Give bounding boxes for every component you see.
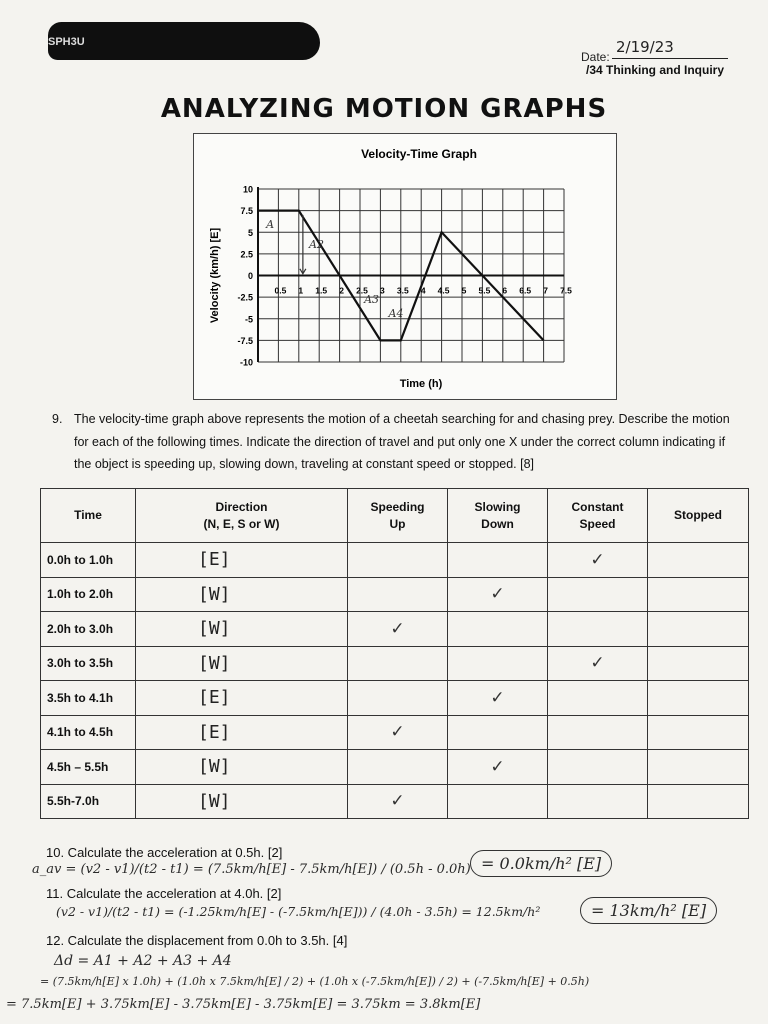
table-header-row — [41, 489, 749, 543]
velocity-time-chart — [193, 133, 617, 400]
table-row — [41, 784, 749, 819]
x-tick-label: 1.5 — [315, 285, 328, 296]
chart-title: Velocity-Time Graph — [361, 147, 477, 161]
date-value[interactable]: 2/19/23 — [612, 38, 728, 59]
row-speeding-mark[interactable] — [348, 543, 448, 578]
row-constant-mark[interactable] — [548, 750, 648, 785]
question-11-answer: = 13km/h² [E] — [580, 897, 717, 924]
row-stopped-mark[interactable] — [648, 750, 749, 785]
question-9-text: The velocity-time graph above represents the motion of a cheetah searching for and chasing prey. Describe the motion for each of the following times. Indicate the direction of travel and put only one X under the correct column indicating if the object is speeding up, slowing down, traveling at constant speed or stopped. [8] — [74, 412, 730, 471]
row-time: 4.1h to 4.5h — [41, 715, 136, 750]
row-speeding-mark[interactable] — [348, 577, 448, 612]
table-row — [41, 543, 749, 578]
x-tick-label: 3 — [380, 285, 385, 296]
row-slowing-mark[interactable]: ✓ — [448, 681, 548, 716]
row-constant-mark[interactable] — [548, 681, 648, 716]
question-11-text: 11. Calculate the acceleration at 4.0h. [2] — [46, 886, 282, 901]
x-tick-label: 4.5 — [437, 285, 450, 296]
chart-svg — [194, 134, 616, 399]
question-10-work: a_av = (v2 - v1)/(t2 - t1) = (7.5km/h[E] - 7.5km/h[E]) / (0.5h - 0.0h) — [32, 862, 471, 877]
row-time: 5.5h-7.0h — [41, 784, 136, 819]
row-constant-mark[interactable]: ✓ — [548, 543, 648, 578]
row-direction[interactable]: [E] — [136, 715, 348, 750]
table-row — [41, 646, 749, 681]
y-tick-label: 5 — [247, 227, 253, 238]
row-slowing-mark[interactable]: ✓ — [448, 750, 548, 785]
x-tick-label: 6 — [502, 285, 508, 296]
row-slowing-mark[interactable] — [448, 612, 548, 647]
row-constant-mark[interactable]: ✓ — [548, 646, 648, 681]
y-tick-label: -5 — [244, 314, 253, 325]
question-11-work: (v2 - v1)/(t2 - t1) = (-1.25km/h[E] - (-7.5km/h[E])) / (4.0h - 3.5h) = 12.5km/h² — [56, 904, 541, 919]
row-time: 1.0h to 2.0h — [41, 577, 136, 612]
row-slowing-mark[interactable] — [448, 715, 548, 750]
x-tick-label: 1 — [298, 285, 304, 296]
row-stopped-mark[interactable] — [648, 784, 749, 819]
redacted-name-block — [48, 22, 320, 60]
row-direction[interactable]: [W] — [136, 577, 348, 612]
row-direction[interactable]: [W] — [136, 784, 348, 819]
row-slowing-mark[interactable] — [448, 784, 548, 819]
question-12-line-2: = (7.5km/h[E] x 1.0h) + (1.0h x 7.5km/h[E] / 2) + (1.0h x (-7.5km/h[E]) / 2) + (-7.5km/h[E] + 0.5h) — [40, 975, 590, 988]
question-9-number: 9. — [52, 412, 63, 426]
row-direction[interactable]: [W] — [136, 646, 348, 681]
table-row — [41, 577, 749, 612]
area-annotation: A — [266, 217, 275, 231]
header-time: Time — [41, 489, 136, 543]
area-annotation: A3 — [364, 293, 380, 307]
row-speeding-mark[interactable]: ✓ — [348, 612, 448, 647]
row-constant-mark[interactable] — [548, 784, 648, 819]
y-tick-label: -2.5 — [237, 292, 253, 303]
y-tick-label: -10 — [239, 357, 253, 368]
x-tick-label: 7 — [543, 285, 548, 296]
row-constant-mark[interactable] — [548, 577, 648, 612]
y-tick-label: 2.5 — [240, 249, 253, 260]
question-10-text: 10. Calculate the acceleration at 0.5h. [2] — [46, 845, 283, 860]
x-tick-label: 3.5 — [396, 285, 409, 296]
x-tick-label: 0.5 — [274, 285, 287, 296]
area-annotation: A4 — [388, 307, 404, 321]
table-row — [41, 612, 749, 647]
row-speeding-mark[interactable] — [348, 750, 448, 785]
x-tick-label: 2 — [339, 285, 344, 296]
question-9 — [52, 408, 742, 476]
row-constant-mark[interactable] — [548, 612, 648, 647]
row-time: 4.5h – 5.5h — [41, 750, 136, 785]
question-10-answer: = 0.0km/h² [E] — [470, 850, 612, 877]
course-code: SPH3U — [48, 36, 85, 48]
header-stopped: Stopped — [648, 489, 749, 543]
header-constant-speed: Constant Speed — [548, 489, 648, 543]
row-time: 2.0h to 3.0h — [41, 612, 136, 647]
x-tick-label: 7.5 — [560, 285, 572, 296]
date-label: Date: — [581, 50, 610, 64]
x-tick-label: 5.5 — [478, 285, 491, 296]
row-stopped-mark[interactable] — [648, 577, 749, 612]
y-tick-label: 0 — [247, 271, 253, 281]
question-12-line-3: = 7.5km[E] + 3.75km[E] - 3.75km[E] - 3.75km[E] = 3.75km = 3.8km[E] — [6, 997, 481, 1012]
row-direction[interactable]: [W] — [136, 750, 348, 785]
table-row — [41, 715, 749, 750]
x-tick-label: 4 — [420, 285, 426, 296]
question-12-text: 12. Calculate the displacement from 0.0h to 3.5h. [4] — [46, 933, 348, 948]
header-speeding-up: Speeding Up — [348, 489, 448, 543]
row-direction[interactable]: [E] — [136, 543, 348, 578]
row-stopped-mark[interactable] — [648, 681, 749, 716]
row-slowing-mark[interactable]: ✓ — [448, 577, 548, 612]
page-title: ANALYZING MOTION GRAPHS — [160, 94, 608, 124]
x-tick-label: 6.5 — [519, 285, 532, 296]
x-axis-title: Time (h) — [399, 378, 443, 390]
motion-table — [40, 488, 749, 819]
row-speeding-mark[interactable] — [348, 681, 448, 716]
y-axis-title: Velocity (km/h) [E] — [209, 227, 221, 324]
row-constant-mark[interactable] — [548, 715, 648, 750]
y-tick-label: -7.5 — [237, 335, 253, 346]
table-row — [41, 681, 749, 716]
row-stopped-mark[interactable] — [648, 543, 749, 578]
x-tick-label: 2.5 — [356, 285, 368, 296]
y-tick-label: 7.5 — [240, 206, 253, 217]
row-slowing-mark[interactable] — [448, 646, 548, 681]
header-direction: Direction (N, E, S or W) — [136, 489, 348, 543]
row-stopped-mark[interactable] — [648, 715, 749, 750]
row-stopped-mark[interactable] — [648, 612, 749, 647]
row-direction[interactable]: [E] — [136, 681, 348, 716]
area-annotation: A2 — [309, 237, 324, 251]
x-tick-label: 5 — [461, 285, 467, 296]
row-time: 0.0h to 1.0h — [41, 543, 136, 578]
y-tick-label: 10 — [242, 184, 253, 195]
row-speeding-mark[interactable] — [348, 646, 448, 681]
row-time: 3.0h to 3.5h — [41, 646, 136, 681]
score-label: /34 Thinking and Inquiry — [586, 63, 725, 77]
row-speeding-mark[interactable]: ✓ — [348, 784, 448, 819]
row-time: 3.5h to 4.1h — [41, 681, 136, 716]
row-speeding-mark[interactable]: ✓ — [348, 715, 448, 750]
row-stopped-mark[interactable] — [648, 646, 749, 681]
question-12-line-1: Δd = A1 + A2 + A3 + A4 — [54, 953, 232, 969]
header-slowing-down: Slowing Down — [448, 489, 548, 543]
table-row — [41, 750, 749, 785]
row-direction[interactable]: [W] — [136, 612, 348, 647]
row-slowing-mark[interactable] — [448, 543, 548, 578]
